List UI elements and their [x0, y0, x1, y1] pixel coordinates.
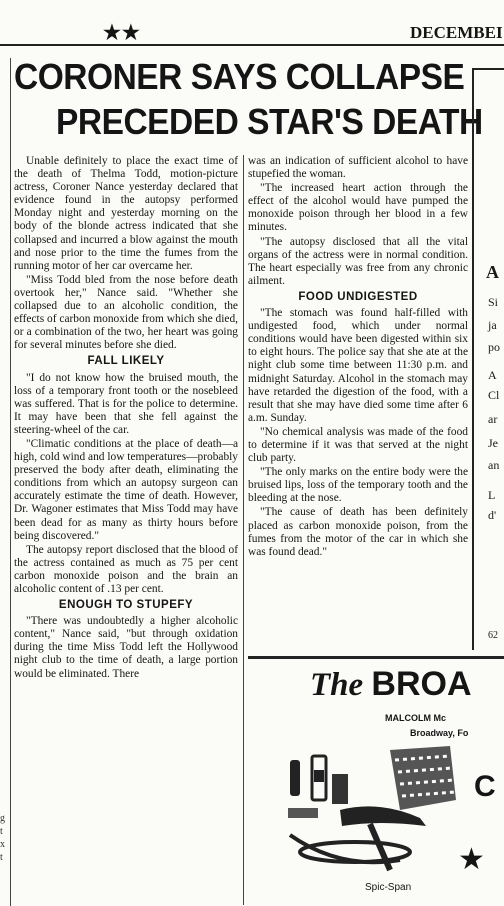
fragment: ar	[488, 412, 498, 426]
fragment: Cl	[488, 388, 500, 402]
paragraph: "The autopsy disclosed that all the vital organs of the actress were in normal condition. The heart especially was free from any chronic ailment.	[248, 235, 468, 287]
masthead-month: DECEMBEI	[410, 23, 503, 42]
bottle-2-label	[314, 770, 324, 782]
masthead-rule	[0, 44, 504, 46]
paragraph: "I do not know how the bruised mouth, the loss of a temporary front tooth or the nosebleed was suffered. That is for the police to determine. It may have been that she fell against the steering-wheel of the car.	[14, 371, 238, 436]
fragment: A	[486, 262, 499, 282]
sponge	[288, 808, 318, 818]
paragraph: "No chemical analysis was made of the food to determine if it was that served at the night club party.	[248, 425, 468, 465]
subhead: FALL LIKELY	[87, 355, 165, 368]
paragraph: The autopsy report disclosed that the blood of the actress contained as much as 75 per cent carbon monoxide poison and the brain an alcoholic content of .13 per cent.	[14, 543, 238, 595]
ad-manager: MALCOLM Mc	[385, 713, 446, 723]
fragment: A	[488, 368, 497, 382]
fragment: ja	[488, 318, 497, 332]
fragment: d'	[488, 508, 497, 522]
headline-line-2: PRECEDED STAR'S DEATH	[56, 101, 483, 142]
paragraph: was an indication of sufficient alcohol to have stupefied the woman.	[248, 155, 468, 181]
fragment: po	[488, 340, 500, 354]
paragraph: "Miss Todd bled from the nose before death overtook her," Nance said. "Whether she collapsed due to an alcoholic condition, the effects of carbon monoxide from which she died, or a combination of the two, her heart was going for several minutes before she died.	[14, 273, 238, 352]
article-end-rule	[248, 656, 504, 659]
article-column-1	[14, 155, 238, 682]
ad-illustration	[280, 740, 460, 880]
star-icon: ★	[458, 843, 485, 876]
fragment: L	[488, 488, 496, 502]
paragraph: "The increased heart action through the effect of the alcohol would have pumped the monoxide poison through her blood in a few minutes.	[248, 182, 468, 234]
paragraph: "There was undoubtedly a higher alcoholic content," Nance said, "but through oxidation during the time Miss Todd left the Hollywood night club to the time of death, a large portion would be eliminated. There	[14, 615, 238, 680]
adjacent-column-box	[472, 68, 504, 650]
fragment: Si	[488, 295, 499, 309]
column-divider	[243, 155, 244, 905]
paragraph: "The cause of death has been definitely placed as carbon monoxide poison, from the fumes from the motor of the car in which she was found dead."	[248, 506, 468, 558]
paragraph: "Climatic conditions at the place of death—a high, cold wind and low temperatures—probably preserved the body after death, eliminating the conditions from which an autopsy surgeon can accurately estimate the time of death. However, Dr. Wagoner estimates that Miss Todd may have been dead for as many as thirty hours before being discovered."	[14, 437, 238, 542]
paragraph: "The stomach was found half-filled with undigested food, which under normal conditions would have been digested within six to eight hours. The police say that she ate at the night club some time between 11:30 p.m. and midnight Saturday. Alcohol in the stomach may have retarded the digestion of the food, with a result that she may have died some time after 6 a.m. Sunday.	[248, 307, 468, 424]
bottle-1	[290, 760, 300, 796]
ad-title-the: The	[310, 667, 364, 703]
masthead-stars: ★★	[103, 22, 141, 44]
ad-title-broa: BROA	[371, 665, 472, 703]
ad-title	[310, 665, 472, 704]
brush	[340, 806, 426, 826]
article-column-2	[248, 155, 468, 560]
fragment: an	[488, 458, 500, 472]
ad-street: Broadway, Fo	[410, 728, 469, 738]
paragraph: "The only marks on the entire body were the bruised lips, loss of the temporary tooth and the bleeding at the nose.	[248, 466, 468, 505]
paragraph: Unable definitely to place the exact time of the death of Thelma Todd, motion-picture actress, Coroner Nance yesterday declared that evidence found in the autopsy performed Monday night and yesterday morning on the body of the blonde actress indicated that she collapsed and incurred a blow against the mouth and nose prior to the time the fumes from the running motor of her car overcame her.	[14, 155, 238, 272]
fragment: Je	[488, 436, 498, 450]
subhead: ENOUGH TO STUPEFY	[58, 599, 194, 612]
fragment: 62	[488, 630, 498, 641]
ad-letter: C	[474, 770, 496, 803]
can	[332, 774, 348, 804]
subhead: FOOD UNDIGESTED	[298, 290, 418, 303]
left-edge-divider	[10, 58, 11, 906]
left-edge-fragment: g t x t	[0, 813, 5, 863]
headline-line-1: CORONER SAYS COLLAPSE	[14, 56, 465, 97]
ad-product-name: Spic-Span	[365, 882, 412, 893]
